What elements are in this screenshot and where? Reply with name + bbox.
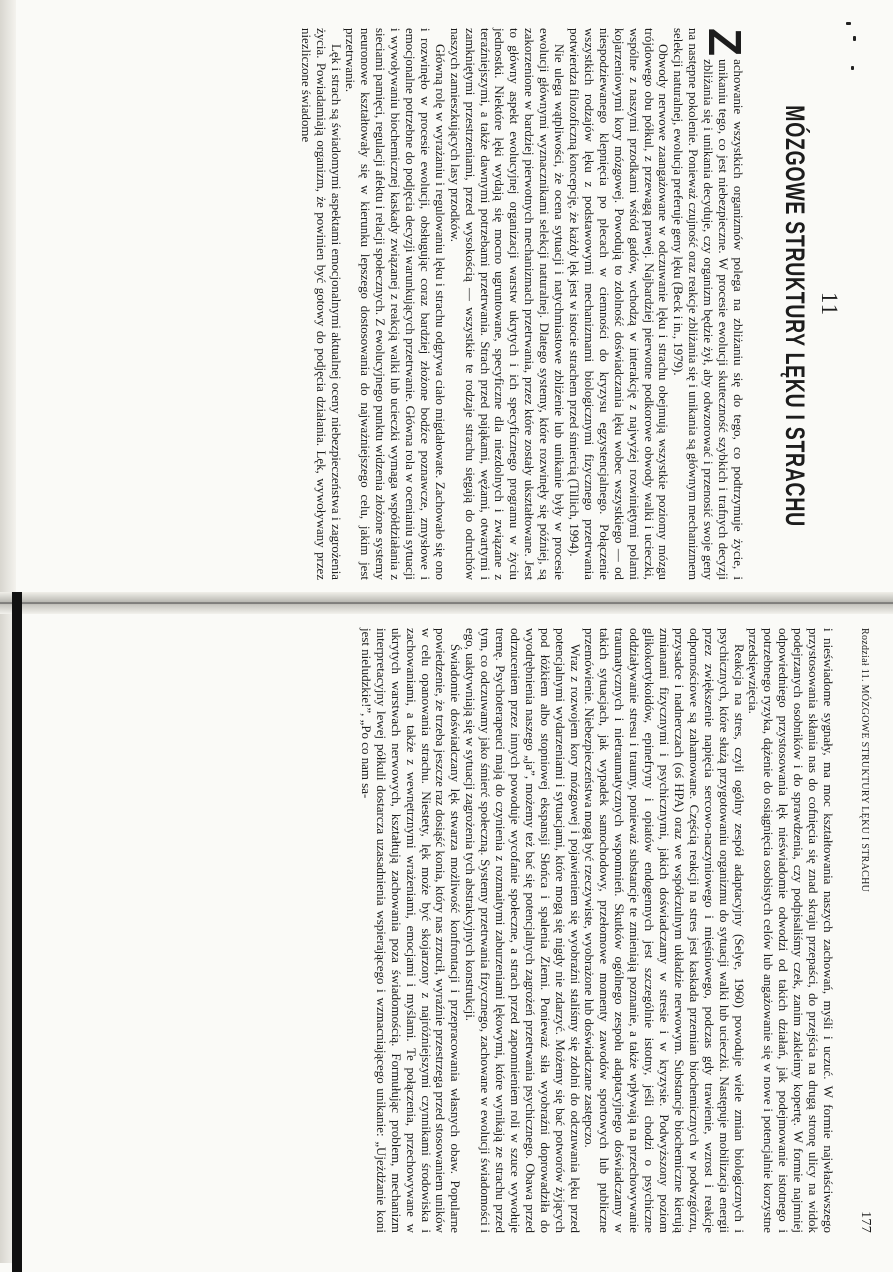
page-body [358,628,835,1233]
paragraph: Świadomie doświadczany lęk stwarza możliwość konfrontacji i przepracowania własnych obaw. Popularne powiedzenie, że trzeba jeszcze raz dosiąść konia, który nas zrzucił, wyraźnie przestrzega przed stosowaniem uników w celu opanowania strachu. Niestety, lęk może być skojarzony z najróżniejszymi czynnikami środowiska i zachowaniami, a także z wewnętrznymi wrażeniami, emocjami i myślami. Te połączenia, przechowywane w ukrytych warstwach nerwowych, kształtują zachowania poza świadomością. Formułując problem, mechanizm interpretacyjny lewej półkuli dostarcza uzasadnienia wspierającego i wzmacniającego unikanie: „Ujeżdżanie koni jest nieludzkie!”, „Po co nam sa- [358,628,464,1233]
paragraph: Wraz z rozwojem kory mózgowej i pojawieniem się wyobraźni staliśmy się zdolni do odczuwania lęku przed potencjalnymi wydarzeniami i sytuacjami, które mogą się nigdy nie zdarzyć. Możemy się bać potworów żyjących pod łóżkiem albo stopniowej ekspansji Słońca i spalenia Ziemi. Ponieważ siła wyobraźni doprowadziła do wyodrębnienia naszego „ja”, możemy też bać się potencjalnych zagrożeń przetrwania psychicznego. Obawa przed odrzuceniem przez innych powoduje wycofanie społeczne, a strach przed zapomnieniem roli w szuce wywołuje tremę. Psychoterapeuci mają do czynienia z rozmaitymi zaburzeniami lękowymi, które wynikają ze strachu przed tym, co odczuwamy jako śmierć społeczną. Systemy przetrwania fizycznego, zachowane w ewolucji świadomości i ego, uaktywniają się w sytuacji zagrożenia tych abstrakcyjnych konstrukcji. [463,628,583,1233]
paragraph: Nie ulega wątpliwości, że ocena sytuacji i natychmiastowe zbliżenie lub unikanie były w procesie ewolucji głównymi wyznacznikami selekcji naturalnej. Dlatego systemy, które rozwinęły się później, są zakorzenione w bardziej pierwotnych mechanizmach przetrwania, przez które zostały ukształtowane. Jest to główny aspekt ewolucyjnej organizacji warstw ukrytych i ich specyficznego programu w życiu jednostki. Niektóre lęki wydają się mocno ugruntowane, specyficzne dla niezdolnych i związane z teraźniejszymi, a także dawnymi potrzebami przetrwania. Strach przed pająkami, wężami, otwartymi i zamkniętymi przestrzeniami, przed wysokością — wszystkie te rodzaje strachu sięgają do odruchów naszych zamieszkujących lasy przodków. [447,28,567,580]
chapter-opening-page [40,18,850,590]
binding-shadow-bar [12,592,22,1272]
chapter-number: 11 [817,291,842,317]
continuation-page [60,616,875,1245]
chapter-title: MÓZGOWE STRUKTURY LĘKU I STRACHU [780,105,810,527]
scan-speck [853,36,856,41]
drop-cap: Z [699,28,751,57]
chapter-body [298,28,751,580]
paragraph: Lęk i strach są świadomymi aspektami emocjonalnymi aktualnej oceny niebezpieczeństwa i zagrożenia życia. Powiadamiają organizm, że powinien być gotowy do podjęcia działania. Lęk, wywoływany przez niezliczone świadome [298,28,343,580]
running-head-title: Rozdział 11. MÓZGOWE STRUKTURY LĘKU I STRACHU [859,628,870,893]
paragraph: i nieświadome sygnały, ma moc kształtowania naszych zachowań, myśli i uczuć. W formie najwłaściwszego przystosowania skłania nas do cofnięcia się znad skraju przepaści, do przejścia na drugą stronę ulicy na widok podejrzanych osobników i do sprawdzenia, czy podpisaliśmy czek, zanim zakleimy kopertę. W formie najmniej odpowiedniego przystosowania lęk nieświadomie odwodzi od takich działań, jak podejmowanie istotnego i potrzebnego ryzyka, dążenie do osiągnięcia osobistych celów lub angażowanie się w nowe i potencjalnie korzystne przedsięwzięcia. [746,628,836,1233]
paragraph [670,28,751,580]
paragraph-text: achowanie wszystkich organizmów polega na zbliżaniu się do tego, co podtrzymuje życie, i unikaniu tego, co jest niebezpieczne. W procesie ewolucji skuteczność szybkich i trafnych decyzji zbliżania się i unikania decyduje, czy organizm będzie żył, aby odwzorować i przenosić swoje geny na następne pokolenie. Ponieważ czujność oraz reakcje zbliżania się i unikania są głównym mechanizmem selekcji naturalnej, ewolucja preferuje geny lęku (Beck i in., 1979). [671,28,745,580]
book-binding-fold [0,592,893,614]
paragraph: Główną rolę w wyrażaniu i regulowaniu lęku i strachu odgrywa ciało migdałowate. Zachowało się ono i rozwinęło w procesie ewolucji, obsługując coraz bardziej złożone bodźce poznawcze, zmysłowe i emocjonalne potrzebne do podjęcia decyzji warunkujących przetrwanie. Główna rola w ocenianiu sytuacji i wywoływaniu biochemicznej kaskady związanej z reakcją walki lub ucieczki wymaga współdziałania z sieciami pamięci, regulacji afektu i relacji społecznych. Z ewolucyjnego punktu widzenia złożone systemy neuronowe kształtowały się w kierunku lepszego dostosowania do najważniejszego celu, jakim jest przetrwanie. [343,28,447,580]
paragraph: Obwody nerwowe zaangażowane w odczuwanie lęku i strachu obejmują wszystkie poziomy mózgu trójdowego obu półkul, z przewagą prawej. Najbardziej pierwotne podkorowe obwody walki i ucieczki, wspólne z naszymi przodkami wśród gadów, wchodzą w interakcję z najwyżej rozwiniętymi polami kojarzeniowymi kory mózgowej. Powodują to zdolność doświadczania lęku wobec wszystkiego — od niespodziewanego klepnięcia po plecach w ciemności do kryzysu egzystencjalnego. Połączenie wszystkich rodzajów lęku z podstawowymi mechanizmami biologicznymi fizycznego przetrwania potwierdza filozoficzną koncepcję, że każdy lęk jest w istocie strachem przed śmiercią (Tillich, 1994). [567,28,671,580]
paragraph: Reakcja na stres, czyli ogólny zespół adaptacyjny (Selye, 1960) powoduje wiele zmian biologicznych i psychicznych, które służą przygotowaniu organizmu do sytuacji walki lub ucieczki. Następuje mobilizacja energii przez zwiększenie napięcia sercowo-naczyniowego i mięśniowego, podczas gdy trawienie, wzrost i reakcje odpornościowe są zahamowane. Częścią reakcji na stres jest kaskada przemian biochemicznych w podwzgórzu, przysadce i nadnerczach (oś HPA) oraz we współczulnym układzie nerwowym. Substancje biochemiczne kierują zmianami fizycznymi i psychicznymi, jakich doświadczamy w stresie i w kryzysie. Podwyższony poziom glikokortykoidów, epinefryny i opiatów endogennych jest szczególnie istotny, jeśli chodzi o psychiczne oddziaływanie stresu i traumy, ponieważ substancje te zmieniają poznanie, a także wpływają na przechowywanie traumatycznych i nietraumatycznych wspomnień. Skutków ogólnego zespołu adaptacyjnego doświadczamy w takich sytuacjach, jak wypadek samochodowy, przełomowe momenty zawodów sportowych lub publiczne przemówienie. Niebezpieczeństwa mogą być rzeczywiste, wyobrażone lub doświadczane zastępczo. [582,628,747,1233]
page-number: 177 [858,1211,873,1233]
running-head [857,628,873,1233]
scan-speck [851,66,854,70]
